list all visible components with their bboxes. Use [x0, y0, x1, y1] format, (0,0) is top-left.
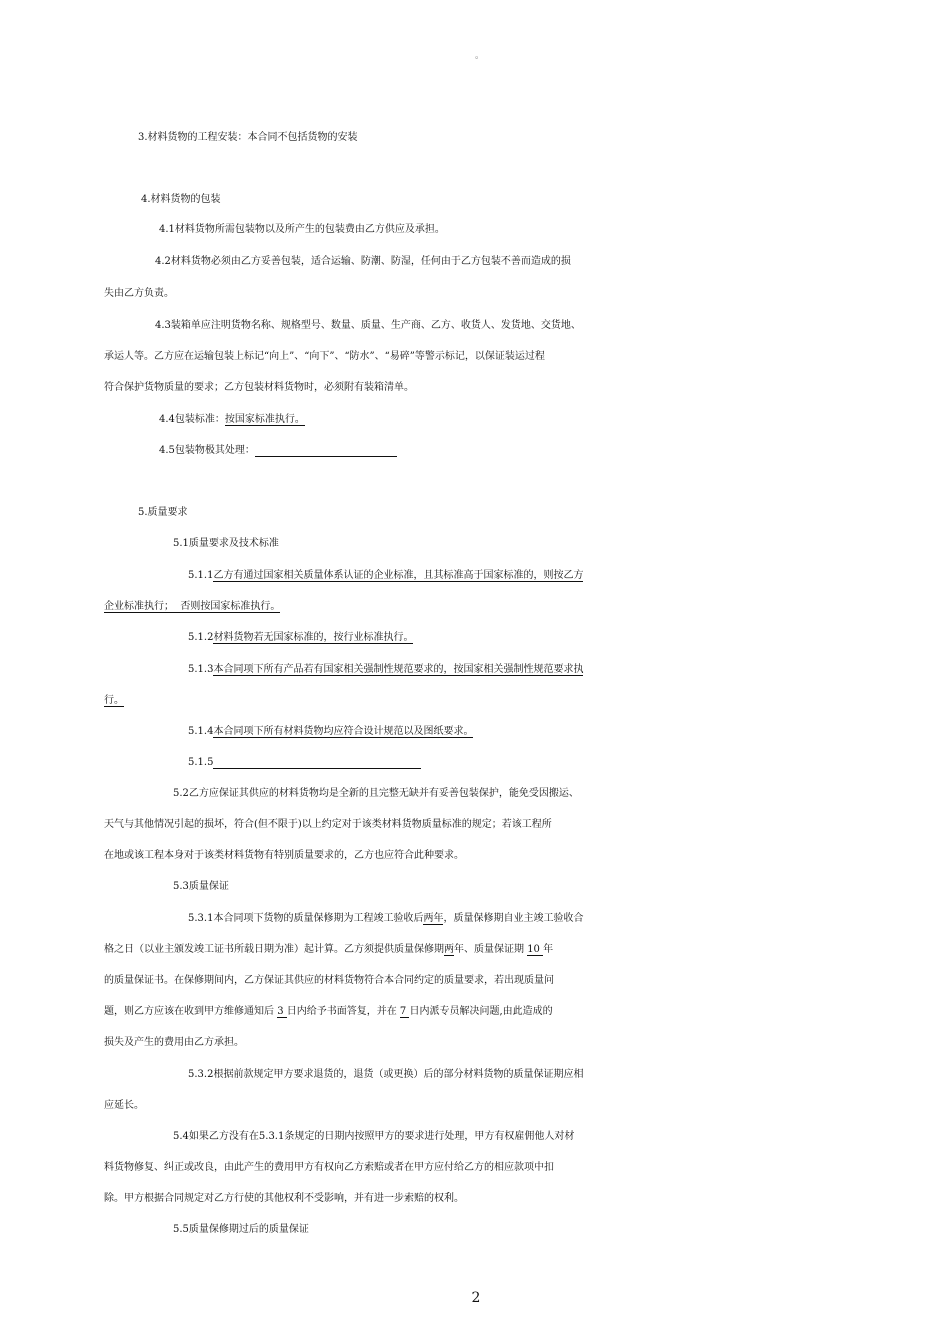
section-3-title: 3.材料货物的工程安装：本合同不包括货物的安装 — [138, 132, 358, 143]
clause-5-1: 5.1质量要求及技术标准 — [173, 538, 279, 549]
clause-5-4-line-3: 除。甲方根据合同规定对乙方行使的其他权利不受影响，并有进一步索赔的权利。 — [104, 1193, 464, 1204]
clause-5-3-1-line-1: 5.3.1本合同项下货物的质量保修期为工程竣工验收后两年，质量保修期自业主竣工验收合 — [188, 913, 584, 924]
clause-5-5: 5.5质量保修期过后的质量保证 — [173, 1224, 309, 1235]
clause-5-1-4: 5.1.4本合同项下所有材料货物均应符合设计规范以及图纸要求。 — [188, 726, 474, 737]
clause-5-1-2: 5.1.2材料货物若无国家标准的，按行业标准执行。 — [188, 632, 414, 643]
guarantee-years-value: 10 — [527, 944, 544, 955]
clause-5-4-line-2: 料货物修复、纠正或改良，由此产生的费用甲方有权向乙方索赔或者在甲方应付给乙方的相应款项中扣 — [104, 1162, 554, 1173]
clause-5-3-2-line-2: 应延长。 — [104, 1100, 144, 1111]
clause-4-5: 4.5包装物极其处理： — [0, 436, 950, 466]
section-4-title: 4.材料货物的包装 — [141, 194, 221, 205]
clause-5-3-1-line-2: 格之日（以业主颁发竣工证书所载日期为准）起计算。乙方须提供质量保修期两年、质量保证期 10 年 — [104, 944, 554, 955]
packaging-disposal-blank — [255, 438, 397, 457]
header-mark: 。 — [475, 51, 485, 61]
warranty-years-value: 两 — [444, 944, 454, 955]
clause-5-2-line-2: 天气与其他情况引起的损坏，符合(但不限于)以上约定对于该类材料货物质量标准的规定；若该工程所 — [104, 819, 552, 830]
clause-5-1-3-line-2: 行。 — [104, 695, 124, 706]
warranty-period-value: 两年 — [423, 913, 444, 924]
clause-5-2-line-1: 5.2乙方应保证其供应的材料货物均是全新的且完整无缺并有妥善包装保护，能免受因搬运、 — [173, 788, 579, 799]
section-5-title: 5.质量要求 — [138, 507, 188, 518]
clause-5-2-line-3: 在地或该工程本身对于该类材料货物有特别质量要求的，乙方也应符合此种要求。 — [104, 850, 464, 861]
page-number: 2 — [471, 1290, 481, 1306]
clause-4-3-line-2: 承运人等。乙方应在运输包装上标记“向上”、“向下”、“防水”、“易碎”等警示标记，以保证装运过程 — [104, 351, 545, 362]
clause-5-1-5: 5.1.5 — [0, 748, 950, 778]
packaging-standard-value: 按国家标准执行。 — [224, 414, 305, 425]
clause-5-3-2-line-1: 5.3.2根据前款规定甲方要求退货的，退货（或更换）后的部分材料货物的质量保证期应相 — [188, 1069, 584, 1080]
clause-5-3-1-line-4: 题，则乙方应该在收到甲方维修通知后 3 日内给予书面答复，并在 7 日内派专员解决问题,由此造成的 — [104, 1006, 553, 1017]
reply-days-value: 3 — [277, 1006, 287, 1017]
clause-5-3-1-line-5: 损失及产生的费用由乙方承担。 — [104, 1037, 244, 1048]
clause-5-1-5-blank — [213, 750, 421, 769]
clause-4-3-line-1: 4.3装箱单应注明货物名称、规格型号、数量、质量、生产商、乙方、收货人、发货地、交货地、 — [155, 320, 581, 331]
clause-4-2-line-2: 失由乙方负责。 — [104, 288, 174, 299]
clause-5-3: 5.3质量保证 — [173, 881, 229, 892]
clause-5-3-1-line-3: 的质量保证书。在保修期间内，乙方保证其供应的材料货物符合本合同约定的质量要求，若出现质量问 — [104, 975, 554, 986]
clause-5-1-1-line-1: 5.1.1乙方有通过国家相关质量体系认证的企业标准，且其标准高于国家标准的，则按乙方 — [188, 570, 584, 581]
clause-4-3-line-3: 符合保护货物质量的要求；乙方包装材料货物时，必须附有装箱清单。 — [104, 382, 414, 393]
clause-5-1-3-line-1: 5.1.3本合同项下所有产品若有国家相关强制性规范要求的，按国家相关强制性规范要求执 — [188, 664, 584, 675]
clause-4-1: 4.1材料货物所需包装物以及所产生的包装费由乙方供应及承担。 — [159, 224, 445, 235]
clause-4-4: 4.4包装标准：按国家标准执行。 — [159, 414, 305, 425]
clause-4-2-line-1: 4.2材料货物必须由乙方妥善包装，适合运输、防潮、防湿，任何由于乙方包装不善而造成的损 — [155, 256, 571, 267]
clause-5-1-1-line-2: 企业标准执行； 否则按国家标准执行。 — [104, 601, 281, 612]
resolve-days-value: 7 — [399, 1006, 410, 1017]
clause-5-4-line-1: 5.4如果乙方没有在5.3.1条规定的日期内按照甲方的要求进行处理，甲方有权雇佣他人对材 — [173, 1131, 575, 1142]
